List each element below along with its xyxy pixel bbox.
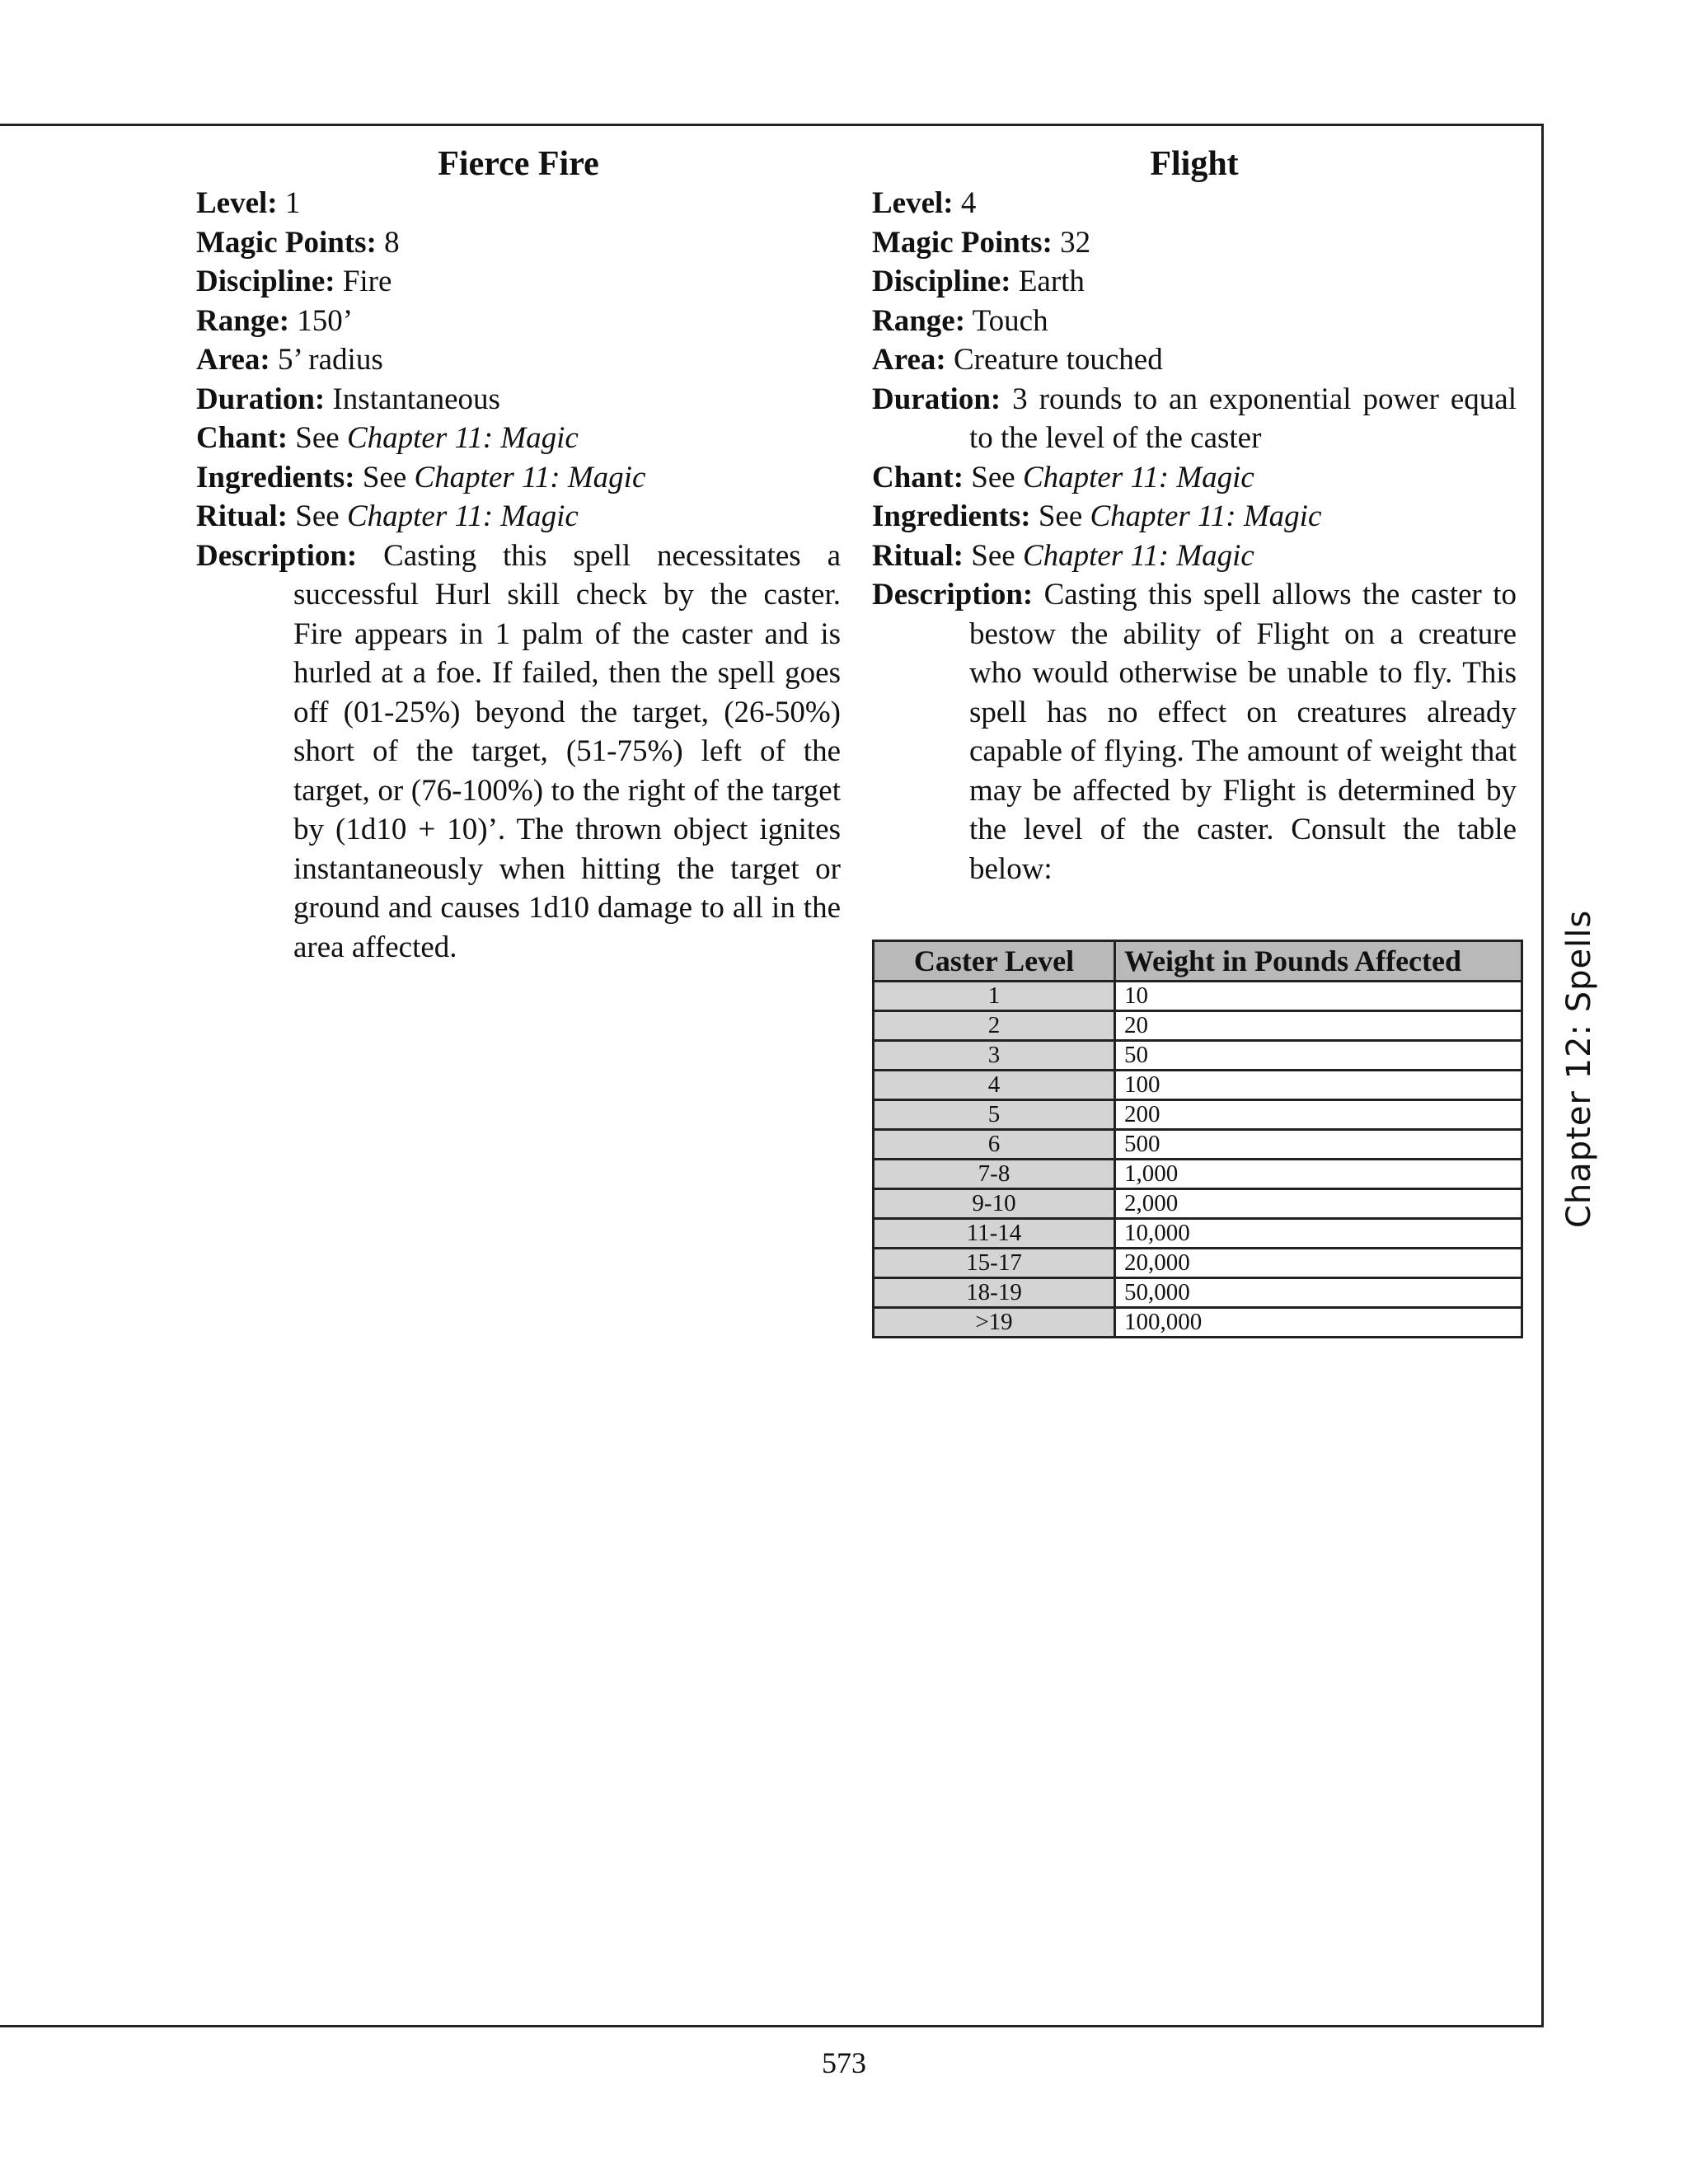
page-frame-top-rule xyxy=(0,124,1544,126)
spell-range xyxy=(196,302,841,341)
table-row xyxy=(874,1071,1522,1100)
weight-cell: 2,000 xyxy=(1115,1189,1522,1219)
caster-level-cell: 3 xyxy=(874,1041,1115,1071)
caster-level-cell: 4 xyxy=(874,1071,1115,1100)
field-label: Duration: xyxy=(872,382,1001,416)
spell-range xyxy=(872,302,1517,341)
table-row xyxy=(874,1160,1522,1189)
field-value: See xyxy=(964,538,1023,573)
table-row xyxy=(874,1041,1522,1071)
field-value: See xyxy=(964,460,1023,494)
caster-level-cell: 11-14 xyxy=(874,1219,1115,1249)
page-frame-bottom-rule xyxy=(0,2025,1544,2027)
column-header-caster-level: Caster Level xyxy=(874,941,1115,982)
weight-cell: 100,000 xyxy=(1115,1308,1522,1338)
caster-level-cell: 7-8 xyxy=(874,1160,1115,1189)
spell-level xyxy=(872,184,1517,223)
spell-discipline xyxy=(872,262,1517,302)
spell-discipline xyxy=(196,262,841,302)
chapter-reference: Chapter 11: Magic xyxy=(346,421,579,455)
table-row xyxy=(874,1249,1522,1278)
table-header-row xyxy=(874,941,1522,982)
caster-level-cell: 2 xyxy=(874,1011,1115,1041)
chapter-tab-label: Chapter 12: Spells xyxy=(1560,909,1598,1228)
weight-cell: 20,000 xyxy=(1115,1249,1522,1278)
flight-weight-table xyxy=(872,940,1523,1338)
field-label: Description: xyxy=(872,578,1034,612)
field-label: Magic Points: xyxy=(872,225,1053,260)
field-value: Touch xyxy=(965,303,1048,338)
table-row xyxy=(874,1278,1522,1308)
table-row xyxy=(874,1189,1522,1219)
field-value: 8 xyxy=(376,225,400,260)
spell-title: Flight xyxy=(1150,145,1239,183)
field-label: Duration: xyxy=(196,382,326,416)
field-label: Ingredients: xyxy=(196,460,355,494)
spell-description xyxy=(872,575,1517,888)
table-row xyxy=(874,982,1522,1011)
spell-area xyxy=(196,340,841,380)
page-number: 573 xyxy=(822,2046,866,2079)
weight-cell: 1,000 xyxy=(1115,1160,1522,1189)
field-value: See xyxy=(288,421,347,455)
field-label: Level: xyxy=(872,186,954,220)
chapter-reference: Chapter 11: Magic xyxy=(414,460,646,494)
weight-cell: 10 xyxy=(1115,982,1522,1011)
field-label: Chant: xyxy=(196,421,288,455)
field-value: See xyxy=(1030,499,1090,533)
field-label: Description: xyxy=(196,538,358,573)
caster-level-cell: 15-17 xyxy=(874,1249,1115,1278)
field-label: Range: xyxy=(196,303,290,338)
field-label: Ritual: xyxy=(872,538,964,573)
field-label: Level: xyxy=(196,186,278,220)
field-value: Creature touched xyxy=(945,343,1163,377)
weight-cell: 50 xyxy=(1115,1041,1522,1071)
column-header-weight: Weight in Pounds Affected xyxy=(1115,941,1522,982)
field-value: 150’ xyxy=(289,303,354,338)
spell-chant xyxy=(196,419,841,458)
spell-duration xyxy=(196,380,841,419)
spell-title: Fierce Fire xyxy=(438,145,599,183)
field-label: Magic Points: xyxy=(196,225,377,260)
spell-chant xyxy=(872,458,1517,498)
weight-cell: 500 xyxy=(1115,1130,1522,1160)
chapter-reference: Chapter 11: Magic xyxy=(346,499,579,533)
caster-level-cell: >19 xyxy=(874,1308,1115,1338)
spell-ritual xyxy=(196,497,841,537)
field-label: Discipline: xyxy=(872,265,1011,298)
spell-magic-points xyxy=(872,223,1517,263)
page-frame-right-rule xyxy=(1541,124,1544,2027)
weight-cell: 50,000 xyxy=(1115,1278,1522,1308)
weight-cell: 200 xyxy=(1115,1100,1522,1130)
field-label: Area: xyxy=(196,343,270,377)
spell-area xyxy=(872,340,1517,380)
caster-level-cell: 9-10 xyxy=(874,1189,1115,1219)
spell-ingredients xyxy=(872,497,1517,537)
spell-description xyxy=(196,537,841,968)
spell-level xyxy=(196,184,841,223)
table-row xyxy=(874,1130,1522,1160)
field-value: 1 xyxy=(277,186,301,220)
field-label: Range: xyxy=(872,303,966,338)
field-label: Chant: xyxy=(872,460,964,494)
field-value: 3 rounds to an exponential power equal to the level of the caster xyxy=(969,382,1517,455)
chapter-reference: Chapter 11: Magic xyxy=(1022,538,1254,573)
field-value: Fire xyxy=(335,265,392,298)
description-text: Casting this spell allows the caster to bestow the ability of Flight on a creature who would otherwise be unable to fly. This spell has no effect on creatures already capable of flying. The amount of weight that may be affected by Flight is determined by the level of the caster. Consult the table below: xyxy=(969,578,1517,886)
chapter-reference: Chapter 11: Magic xyxy=(1090,499,1322,533)
weight-cell: 100 xyxy=(1115,1071,1522,1100)
field-value: 5’ radius xyxy=(270,343,383,377)
table-row xyxy=(874,1308,1522,1338)
spell-flight xyxy=(872,142,1517,888)
field-value: See xyxy=(354,460,415,494)
spell-magic-points xyxy=(196,223,841,263)
field-label: Ingredients: xyxy=(872,499,1031,533)
weight-cell: 10,000 xyxy=(1115,1219,1522,1249)
caster-level-cell: 6 xyxy=(874,1130,1115,1160)
field-label: Area: xyxy=(872,343,946,377)
spell-ingredients xyxy=(196,458,841,498)
spell-ritual xyxy=(872,537,1517,576)
weight-cell: 20 xyxy=(1115,1011,1522,1041)
field-label: Ritual: xyxy=(196,499,288,533)
field-value: 32 xyxy=(1052,225,1091,260)
chapter-reference: Chapter 11: Magic xyxy=(1022,460,1254,494)
field-value: See xyxy=(288,499,347,533)
caster-level-cell: 5 xyxy=(874,1100,1115,1130)
field-label: Discipline: xyxy=(196,265,335,298)
field-value: Earth xyxy=(1010,265,1085,298)
spell-fierce-fire xyxy=(196,142,841,967)
table-row xyxy=(874,1219,1522,1249)
table-row xyxy=(874,1011,1522,1041)
table-row xyxy=(874,1100,1522,1130)
field-value: Instantaneous xyxy=(325,382,500,416)
caster-level-cell: 18-19 xyxy=(874,1278,1115,1308)
description-text: Casting this spell necessitates a successful Hurl skill check by the caster. Fire appears in 1 palm of the caster and is hurled at a foe. If failed, then the spell goes off (01-25%) beyond the target, (26-50%) short of the target, (51-75%) left of the target, or (76-100%) to the right of the target by (1d10 + 10)’. The thrown object ignites instantaneously when hitting the target or ground and causes 1d10 damage to all in the area affected. xyxy=(293,538,841,964)
spell-duration xyxy=(872,380,1517,458)
caster-level-cell: 1 xyxy=(874,982,1115,1011)
field-value: 4 xyxy=(953,186,977,220)
